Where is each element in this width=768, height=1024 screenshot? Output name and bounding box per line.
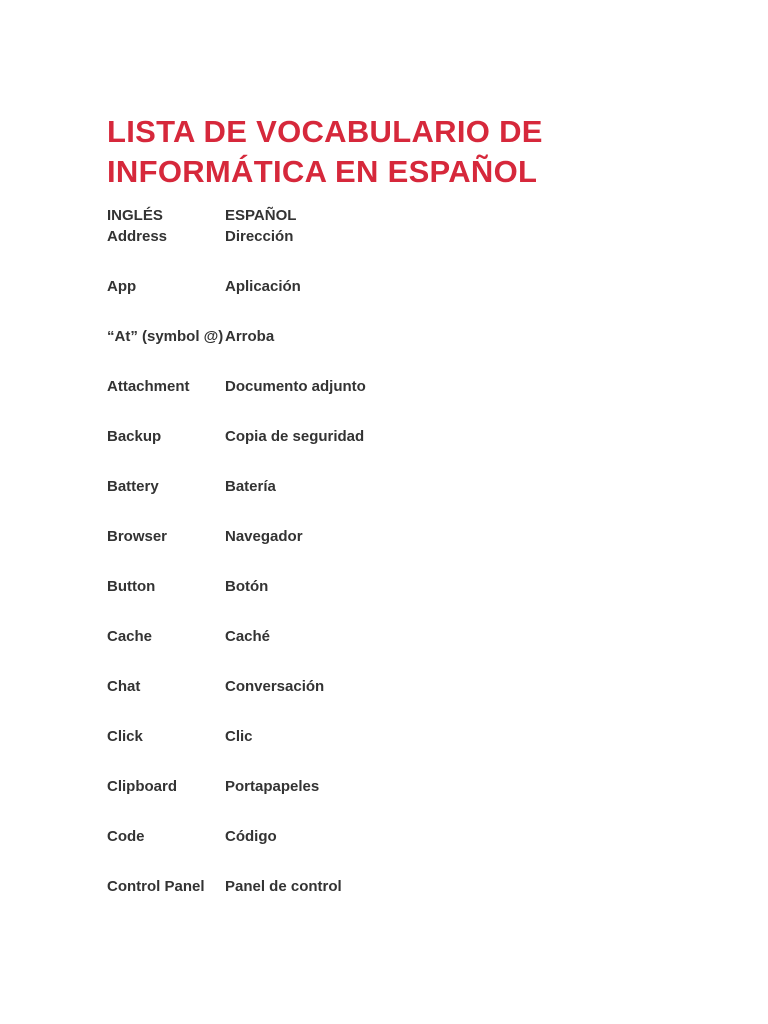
term-english: Click: [107, 728, 143, 745]
table-row: [107, 426, 437, 447]
header-spanish: ESPAÑOL: [225, 207, 297, 224]
table-row: [107, 726, 437, 747]
term-spanish: Clic: [225, 728, 253, 745]
term-english: Button: [107, 578, 156, 595]
term-english: Code: [107, 828, 145, 845]
term-spanish: Arroba: [225, 328, 275, 345]
header-english: INGLÉS: [107, 207, 163, 224]
table-row: [107, 276, 437, 297]
term-spanish: Documento adjunto: [225, 378, 366, 395]
term-spanish: Copia de seguridad: [225, 428, 365, 445]
table-row: [107, 326, 437, 347]
table-row: [107, 226, 437, 247]
term-english: Cache: [107, 628, 153, 645]
table-row: [107, 526, 437, 547]
table-row: [107, 826, 437, 847]
page-title-line-1: LISTA DE VOCABULARIO DE: [107, 114, 543, 149]
term-spanish: Botón: [225, 578, 269, 595]
table-row: [107, 626, 437, 647]
table-header-row: [107, 205, 437, 226]
table-row: [107, 776, 437, 797]
vocabulary-table: [107, 205, 437, 897]
table-row: [107, 676, 437, 697]
page-title-line-2: INFORMÁTICA EN ESPAÑOL: [107, 154, 538, 189]
table-row: [107, 876, 437, 897]
term-spanish: Batería: [225, 478, 276, 495]
term-english: “At” (symbol @): [107, 328, 224, 345]
table-row: [107, 476, 437, 497]
term-spanish: Aplicación: [225, 278, 301, 295]
term-spanish: Navegador: [225, 528, 303, 545]
term-english: Browser: [107, 528, 168, 545]
term-english: Attachment: [107, 378, 190, 395]
term-spanish: Caché: [225, 628, 271, 645]
page-title: [107, 112, 667, 192]
term-spanish: Portapapeles: [225, 778, 320, 795]
term-english: Address: [107, 228, 168, 245]
term-english: Clipboard: [107, 778, 177, 795]
term-spanish: Panel de control: [225, 878, 342, 895]
term-spanish: Dirección: [225, 228, 294, 245]
term-spanish: Código: [225, 828, 277, 845]
term-english: App: [107, 278, 137, 295]
term-english: Control Panel: [107, 878, 205, 895]
term-english: Backup: [107, 428, 162, 445]
term-english: Chat: [107, 678, 141, 695]
table-row: [107, 576, 437, 597]
table-row: [107, 376, 437, 397]
term-english: Battery: [107, 478, 159, 495]
term-spanish: Conversación: [225, 678, 325, 695]
